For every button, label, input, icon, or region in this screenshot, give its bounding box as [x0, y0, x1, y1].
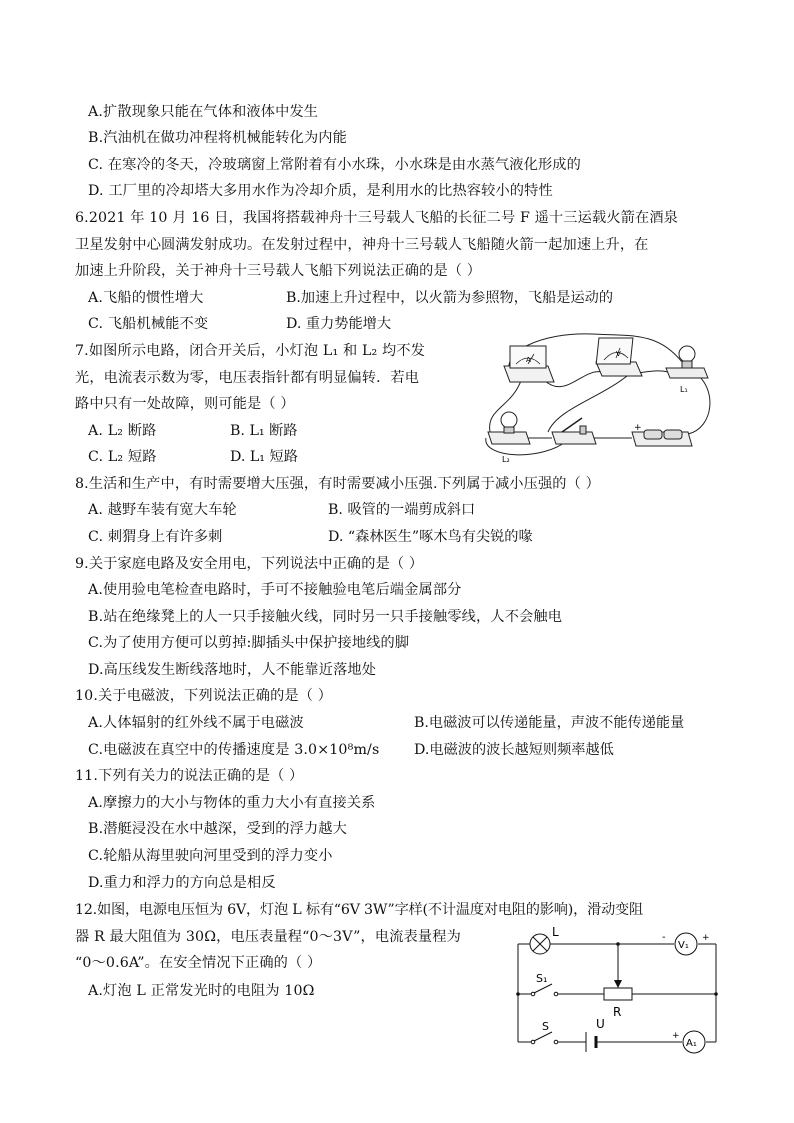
question-12-line3: “0～0.6A”。在安全情况下正确的（ ）	[75, 955, 322, 971]
switch-device	[552, 418, 596, 444]
svg-text:A₁: A₁	[686, 1038, 697, 1049]
option-8b: B. 吸管的一端剪成斜口	[328, 502, 476, 518]
option-11b: B.潜艇浸没在水中越深，受到的浮力越大	[88, 821, 347, 837]
option-7a: A. L₂ 断路	[88, 423, 157, 439]
question-6-line2: 卫星发射中心圆满发射成功。在发射过程中，神舟十三号载人飞船随火箭一起加速上升，在	[75, 237, 649, 253]
svg-text:+: +	[634, 423, 642, 433]
option-5d: D. 工厂里的冷却塔大多用水作为冷却介质，是利用水的比热容较小的特性	[88, 183, 553, 199]
wire	[548, 372, 632, 432]
option-6c: C. 飞船机械能不变	[88, 316, 209, 332]
question-6-line1: 6.2021 年 10 月 16 日，我国将搭载神舟十三号载人飞船的长征二号 F 遥十三运载火箭在酒泉	[75, 210, 679, 226]
svg-text:+: +	[672, 1031, 680, 1041]
svg-text:-: -	[662, 932, 666, 943]
question-12-line1: 12.如图，电源电压恒为 6V，灯泡 L 标有“6V 3W”字样(不计温度对电阻的影响)，滑动变阻	[75, 902, 644, 918]
lamp-l1-device	[666, 346, 708, 394]
option-7c: C. L₂ 短路	[88, 449, 157, 465]
question-11: 11.下列有关力的说法正确的是（ ）	[75, 768, 304, 784]
option-11a: A.摩擦力的大小与物体的重力大小有直接关系	[88, 795, 376, 811]
option-5b: B.汽油机在做功冲程将机械能转化为内能	[88, 130, 347, 146]
question-7-line2: 光，电流表示数为零，电压表指针都有明显偏转．若电	[75, 370, 420, 386]
lamp-symbol	[530, 925, 559, 954]
option-11d: D.重力和浮力的方向总是相反	[88, 875, 276, 891]
question-7-line3: 路中只有一处故障，则可能是（ ）	[75, 396, 295, 412]
option-10c: C.电磁波在真空中的传播速度是 3.0×10⁸m/s	[88, 742, 380, 758]
lamp-l2-device	[488, 412, 530, 464]
svg-text:V: V	[616, 350, 621, 358]
wire	[688, 372, 710, 434]
question-12-line2: 器 R 最大阻值为 30Ω，电压表量程“0～3V”，电流表量程为	[75, 929, 461, 945]
question-7-line1: 7.如图所示电路，闭合开关后，小灯泡 L₁ 和 L₂ 均不发	[75, 343, 426, 359]
option-7b: B. L₁ 断路	[230, 423, 298, 439]
option-11c: C.轮船从海里驶向河里受到的浮力变小	[88, 848, 333, 864]
option-6a: A.飞船的惯性增大	[88, 290, 204, 306]
switch-s1-symbol	[531, 972, 558, 996]
svg-text:S₁: S₁	[536, 972, 548, 985]
option-8a: A. 越野车装有宽大车轮	[88, 502, 237, 518]
option-5a: A.扩散现象只能在气体和液体中发生	[88, 104, 319, 120]
option-9d: D.高压线发生断线落地时，人不能靠近落地处	[88, 662, 377, 678]
option-9a: A.使用验电笔检查电路时，手可不接触验电笔后端金属部分	[88, 582, 462, 598]
svg-text:A: A	[526, 356, 531, 364]
option-8c: C. 刺猬身上有许多刺	[88, 529, 223, 545]
option-9c: C.为了使用方便可以剪掉:脚插头中保护接地线的脚	[88, 635, 410, 651]
svg-text:L₂: L₂	[502, 455, 510, 464]
option-12a: A.灯泡 L 正常发光时的电阻为 10Ω	[88, 983, 315, 999]
option-7d: D. L₁ 短路	[230, 449, 298, 465]
option-10a: A.人体辐射的红外线不属于电磁波	[88, 715, 304, 731]
svg-text:L: L	[552, 925, 559, 939]
option-10b: B.电磁波可以传递能量，声波不能传递能量	[414, 715, 685, 731]
circuit-figure-q7	[482, 328, 718, 476]
option-6b: B.加速上升过程中，以火箭为参照物，飞船是运动的	[286, 290, 614, 306]
switch-s-symbol	[531, 1020, 558, 1044]
question-6-line3: 加速上升阶段，关于神舟十三号载人飞船下列说法正确的是（ ）	[75, 263, 482, 279]
question-9: 9.关于家庭电路及安全用电，下列说法中正确的是（ ）	[75, 556, 424, 572]
battery-symbol	[586, 1017, 605, 1052]
svg-text:S: S	[542, 1020, 549, 1033]
svg-text:U: U	[596, 1017, 605, 1031]
question-8: 8.生活和生产中，有时需要增大压强，有时需要减小压强.下列属于减小压强的（ ）	[75, 476, 600, 492]
battery-device	[632, 423, 692, 446]
ammeter-device	[504, 346, 554, 382]
svg-text:V₁: V₁	[678, 940, 689, 951]
rheostat-symbol	[604, 980, 632, 1019]
voltmeter-device	[596, 338, 642, 376]
question-10: 10.关于电磁波，下列说法正确的是（ ）	[75, 688, 333, 704]
circuit-diagram-q12	[512, 924, 728, 1058]
option-5c: C. 在寒冷的冬天，冷玻璃窗上常附着有小水珠，小水珠是由水蒸气液化形成的	[88, 157, 581, 173]
svg-text:+: +	[702, 933, 710, 943]
option-9b: B.站在绝缘凳上的人一只手接触火线，同时另一只手接触零线，人不会触电	[88, 609, 563, 625]
option-10d: D.电磁波的波长越短则频率越低	[414, 742, 614, 758]
svg-text:R: R	[613, 1005, 622, 1019]
option-8d: D. “森林医生”啄木鸟有尖锐的喙	[328, 529, 533, 545]
svg-text:L₁: L₁	[680, 385, 688, 394]
option-6d: D. 重力势能增大	[286, 316, 392, 332]
